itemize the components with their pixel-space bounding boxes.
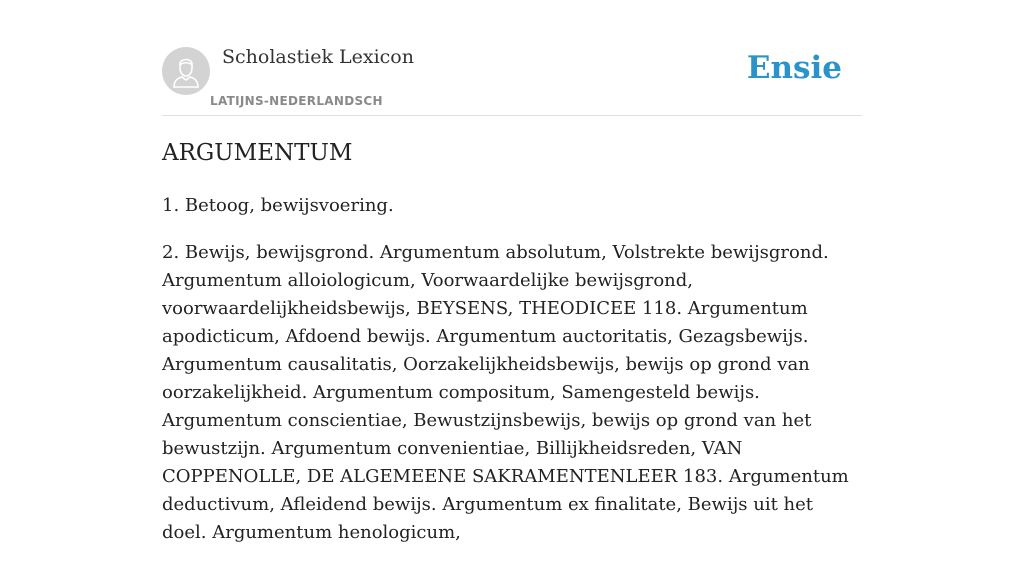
header <box>162 0 862 116</box>
avatar[interactable] <box>162 47 210 95</box>
entry-paragraph-2: 2. Bewijs, bewijsgrond. Argumentum absolutum, Volstrekte bewijsgrond. Argumentum alloiologicum, Voorwaardelijke bewijsgrond, voorwaardelijkheidsbewijs, BEYSENS, THEODICEE 118. Argumentum apodicticum, Afdoend bewijs. Argumentum auctoritatis, Gezagsbewijs. Argumentum causalitatis, Oorzakelijkheidsbewijs, bewijs op grond van oorzakelijkheid. Argumentum compositum, Samengesteld bewijs. Argumentum conscientiae, Bewustzijnsbewijs, bewijs op grond van het bewustzijn. Argumentum convenientiae, Billijkheidsreden, VAN COPPENOLLE, DE ALGEMEENE SAKRAMENTENLEER 183. Argumentum deductivum, Afleidend bewijs. Argumentum ex finalitate, Bewijs uit het doel. Argumentum henologicum, <box>162 242 849 543</box>
user-icon <box>162 47 210 95</box>
entry-title: ARGUMENTUM <box>162 140 353 166</box>
site-title[interactable]: Scholastiek Lexicon <box>222 46 414 68</box>
site-subtitle: LATIJNS-NEDERLANDSCH <box>210 94 383 108</box>
brand-logo[interactable]: Ensie <box>746 50 842 86</box>
page <box>162 0 862 543</box>
entry-body <box>162 192 862 566</box>
entry-paragraph-1: 1. Betoog, bewijsvoering. <box>162 195 394 216</box>
